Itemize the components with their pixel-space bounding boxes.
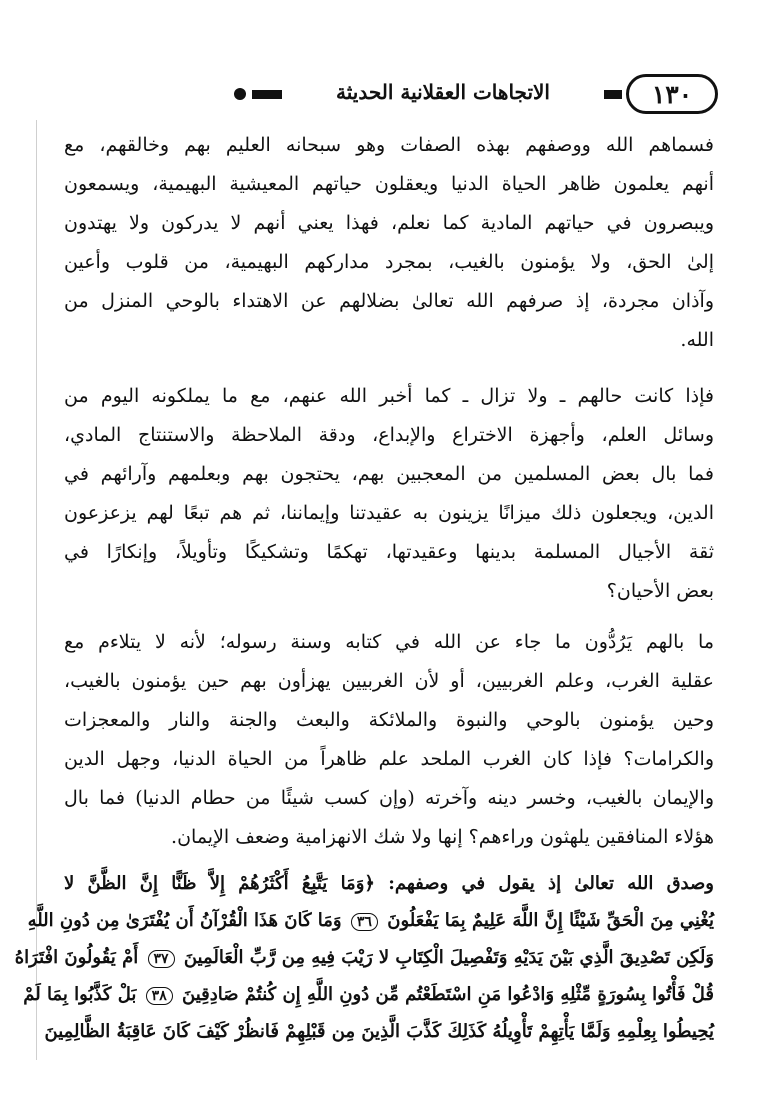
text-line: بعض الأحيان؟: [606, 580, 714, 602]
quran-verse-text: بَلْ كَذَّبُوا بِمَا لَمْ: [23, 984, 137, 1005]
quran-verse-text: وَمَا كَانَ هَذَا الْقُرْآنُ أَن يُفْتَرَىٰ مِن دُونِ اللَّهِ: [27, 910, 342, 931]
text-line: الله.: [680, 329, 714, 351]
quran-verse-text: يُحِيطُوا بِعِلْمِهِ وَلَمَّا يَأْتِهِمْ تَأْوِيلُهُ كَذَلِكَ كَذَّبَ الَّذِينَ مِن قَبْلِهِمْ فَانظُرْ كَيْفَ كَانَ عَاقِبَةُ الظَّالِمِينَ: [44, 1021, 714, 1042]
header-dot-icon: [234, 88, 246, 100]
page-content: [14, 126, 714, 1050]
quran-intro: وصدق الله تعالىٰ إذ يقول في وصفهم:: [388, 873, 714, 894]
text-line: فإذا كانت حالهم ـ ولا تزال ـ كما أخبر الله عنهم، مع ما يملكونه اليوم من: [64, 385, 714, 407]
paragraph-3: [64, 623, 714, 857]
page-number: [626, 74, 718, 114]
quran-line: [64, 865, 714, 902]
page-number-text: ١٣٠: [651, 79, 693, 109]
text-line: وآذان مجردة، إذ صرفهم الله تعالىٰ بضلالهم عن الاهتداء بالوحي المنزل من: [64, 290, 714, 312]
text-line: وسائل العلم، وأجهزة الاختراع والإبداع، ودقة الملاحظة والاستنتاج المادي،: [64, 424, 714, 446]
text-line: وحين يؤمنون بالوحي والنبوة والملائكة والبعث والجنة والنار والمعجزات: [64, 709, 714, 731]
quran-line: [23, 976, 714, 1013]
quran-verse-text: قُلْ فَأْتُوا بِسُورَةٍ مِّثْلِهِ وَادْعُوا مَنِ اسْتَطَعْتُم مِّن دُونِ اللَّهِ إِن كُنتُمْ صَادِقِينَ: [182, 984, 714, 1005]
text-line: عقلية الغرب، وعلم الغربيين، أو لأن الغربيين يهزأون بهم حين يؤمنون بالغيب،: [64, 670, 714, 692]
verse-number: ٣٦: [351, 913, 378, 931]
text-line: ما بالهم يَرُدُّون ما جاء عن الله في كتابه وسنة رسوله؛ لأنه لا يتلاءم مع: [64, 631, 714, 653]
verse-number: ٣٨: [146, 987, 173, 1005]
quran-verse-text: وَلَكِن تَصْدِيقَ الَّذِي بَيْنَ يَدَيْهِ وَتَفْصِيلَ الْكِتَابِ لا رَيْبَ فِيهِ مِن رَّبِّ الْعَالَمِينَ: [183, 947, 714, 968]
quran-line: [14, 939, 714, 976]
text-line: الدين، ويجعلون ذلك ميزانًا يزينون به عقيدتنا وإيماننا، ثم هم تبعًا لهم يزعزعون: [64, 502, 714, 524]
quran-verse-text: ﴿وَمَا يَتَّبِعُ أَكْثَرُهُمْ إِلاَّ ظَنًّا إِنَّ الظَّنَّ لا: [64, 873, 375, 894]
page-header: [58, 74, 718, 118]
paragraph-1: [64, 126, 714, 360]
text-line: أنهم يعلمون ظاهر الحياة الدنيا ويعقلون حياتهم المعيشية البهيمية، ويسمعون: [64, 173, 714, 195]
paragraph-2: [64, 377, 714, 611]
header-bar-right: [604, 90, 622, 99]
text-line: هؤلاء المنافقين يلهثون وراءهم؟ إنها ولا شك الانهزامية وضعف الإيمان.: [171, 826, 714, 848]
header-bar-left: [252, 90, 282, 99]
quran-line: [44, 1013, 714, 1050]
quran-verse-text: أَمْ يَقُولُونَ افْتَرَاهُ: [14, 947, 139, 968]
running-title: الاتجاهات العقلانية الحديثة: [336, 80, 550, 104]
quran-verse-text: يُغْنِي مِنَ الْحَقِّ شَيْئًا إِنَّ اللَّهَ عَلِيمٌ بِمَا يَفْعَلُونَ: [387, 910, 714, 931]
text-line: والكرامات؟ فإذا كان الغرب الملحد علم ظاهراً من الحياة الدنيا، وجهل الدين: [64, 748, 714, 770]
verse-number: ٣٧: [148, 950, 175, 968]
text-line: فما بال بعض المسلمين من المعجبين بهم، يحتجون بهم وبعلمهم وآرائهم في: [64, 463, 714, 485]
quran-line: [27, 902, 714, 939]
quran-quotation: [14, 865, 714, 1050]
text-line: إلىٰ الحق، ولا يؤمنون بالغيب، بمجرد مداركهم البهيمية، من قلوب وأعين: [64, 251, 714, 273]
text-line: ويبصرون في حياتهم المادية كما نعلم، فهذا يعني أنهم لا يدركون ولا يهتدون: [64, 212, 714, 234]
text-line: والإيمان بالغيب، وخسر دينه وآخرته (وإن كسب شيئًا من حطام الدنيا) فما بال: [64, 787, 714, 809]
text-line: فسماهم الله ووصفهم بهذه الصفات وهو سبحانه العليم بهم وخالقهم، مع: [64, 134, 714, 156]
text-line: ثقة الأجيال المسلمة بدينها وعقيدتها، تهكمًا وتشكيكًا وتأويلاً، وإنكارًا في: [64, 541, 714, 563]
